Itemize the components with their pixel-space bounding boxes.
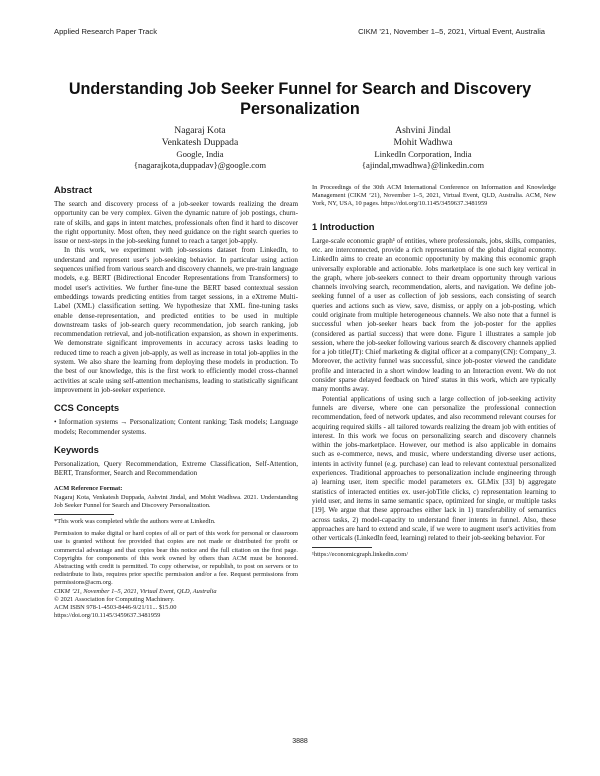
introduction-heading: 1 Introduction <box>312 220 375 232</box>
running-header-left: Applied Research Paper Track <box>54 27 157 36</box>
author-name: Nagaraj Kota <box>174 125 226 136</box>
page-number: 3888 <box>292 738 308 745</box>
author-name: Mohit Wadhwa <box>393 137 453 148</box>
abstract-paragraph: The search and discovery process of a job-seeker towards realizing the dream opportunity can be very complex. Given the dynamic nature of job postings, churn-rate of skills, and gaps in intent matches, professionals often find it hard to discover the right opportunity. Most often, they need guidance on the right search queries to issue or next-steps in the job-seeking funnel to reach a target job-apply. <box>54 200 298 246</box>
keywords-heading: Keywords <box>54 443 99 455</box>
footnote-rule <box>312 547 372 548</box>
author-email: {nagarajkota,duppadav}@google.com <box>133 160 267 170</box>
venue-line: CIKM ’21, November 1–5, 2021, Virtual Event, QLD, Australia <box>54 587 217 595</box>
permission-notice: Permission to make digital or hard copies of all or part of this work for personal or classroom use is granted without fee provided that copies are not made or distributed for profit or commercial advantage and that copies bear this notice and the full citation on the first page. Copyrights for components of this work owned by others than ACM must be honored. Abstracting with credit is permitted. To copy otherwise, or republish, to post on servers or to redistribute to lists, requires prior specific permission and/or a fee. Request permissions from permissions@acm.org. <box>54 530 298 587</box>
left-column <box>54 184 298 620</box>
copyright-line: © 2021 Association for Computing Machinery. <box>54 595 175 603</box>
author-affiliation: Google, India <box>176 149 224 159</box>
keywords-text: Personalization, Query Recommendation, Extreme Classification, Self-Attention, BERT, Transformer, Search and Recommendation <box>54 459 298 478</box>
footnote-rule <box>54 514 114 515</box>
ccs-text: • Information systems → Personalization; Content ranking; Task models; Language models; Recommender systems. <box>54 418 298 436</box>
footnote-1[interactable]: ¹https://economicgraph.linkedin.com/ <box>312 551 408 559</box>
intro-paragraph: Large-scale economic graph¹ of entities, where professionals, jobs, skills, companies, etc. are interconnected, provide a rich representation of the global digital economy. LinkedIn aims to create an economic opportunity by making this economic graph universally explorable and actionable. Jobs marketplace is one such key vertical in the graph, where job-seekers connect to their dream opportunity through various channels involving search, recommendation, alerts, and navigation. We define job-seeking funnel of a user as collection of job sessions, each consisting of search queries and actions such as view, save, dismiss, or apply on a job-posting, which could originate from multiple heterogeneous channels. We also note that a funnel is successful when job-seeker hears back from the job-poster for the applies (considered as partial success) that were done. Figure 1 illustrates a sample job session, where the job-seeker following various search & discovery channels applied for a job title(JT): Chief marketing & digital officer at a company(CN): Company_3. Moreover, the activity funnel was successful, since job-poster viewed the candidate profile and interacted in a short window leading to an Interaction event. We do not consider sparse delayed feedback on 'hired' status in this work, which are typically many months away. <box>312 236 556 394</box>
abstract-paragraph: In this work, we experiment with job-sessions dataset from LinkedIn, to understand and represent user's job-seeking behavior. In particular using action sequences unified from various search and discovery channels, we pre-train language models, e.g. BERT (Bidirectional Encoder Representations from Transformers) to model user's activities. We further fine-tune the BERT based contextual session embeddings towards predicting entities from target sessions, in a eXtreme Multi-Label (XML) classification setting. We hypothesize that XML fine-tuning tasks enable dense-representation, and predicted entities to be used in multiple downstream tasks of job-search query recommendation, job search ranking, job recommendation retrieval, and job-notification expansion, as shown in experiments. We demonstrate significant improvements in accuracy across tasks leading to reduced time to reach a given job-apply, as well as increase in total job-applies in the system. We also share the learning from deploying these models in production. To the best of our knowledge, this is the first work to efficiently model cross-channel activities at scale using self-attention mechanisms, leading to statistically significant improvement in job-seeker experience. <box>54 246 298 394</box>
author-name: Venkatesh Duppada <box>161 137 239 148</box>
reference-format-text: Nagaraj Kota, Venkatesh Duppada, Ashvini Jindal, and Mohit Wadhwa. 2021. Understanding Job Seeker Funnel for Search and Discovery Personalization. <box>54 493 298 509</box>
isbn-line: ACM ISBN 978-1-4503-8446-9/21/11... $15.00 <box>54 604 177 612</box>
right-column <box>312 184 556 560</box>
author-block-left <box>100 125 300 171</box>
paper-title: Understanding Job Seeker Funnel for Search and Discovery Personalization <box>68 80 532 118</box>
proceedings-citation: In Proceedings of the 30th ACM International Conference on Information and Knowledge Management (CIKM ’21), November 1–5, 2021, Virtual Event, QLD, Australia. ACM, New York, NY, USA, 10 pages. https://doi.org/10.1145/3459637.3481959 <box>312 184 556 208</box>
author-affiliation: LinkedIn Corporation, India <box>374 149 472 159</box>
ccs-heading: CCS Concepts <box>54 402 120 414</box>
running-header-right: CIKM ’21, November 1–5, 2021, Virtual Event, Australia <box>358 27 545 36</box>
intro-paragraph: Potential applications of using such a large collection of job-seeking activity funnels are diverse, where one can personalize the professional connection recommendation, feed of network updates, and also recommend relevant courses for acquiring required skills - all tailored towards realizing the dream job with entities of interest. In this work we focus on personalizing search and discovery channels within the jobs-marketplace. However, our method is also applicable in domains such as e-commerce, news, and music, where understanding diverse user actions, intents in activity funnel (e.g. purchase) can lead to relevant contextual personalized experiences. Traditional approaches to personalization include engineering through a) learning user, item specific model parameters ex. GLMix [33] b) aggregate statistics of interacted entities ex. user-jobTitle clicks, c) representation learning to yield user, and items in same semantic space, optimized for single, or multiple tasks [19]. We argue that these approaches either lack in 1) transferability of semantics across tasks, 2) model-capacity to understand finer intents in funnel. Also, these approaches are hard to extend and scale, if we were to augment user's activities from other verticals (LinkedIn feed, learning) related to their job-seeking behavior. For <box>312 394 556 543</box>
abstract-heading: Abstract <box>54 184 93 195</box>
author-name: Ashvini Jindal <box>395 125 451 136</box>
author-block-right <box>323 125 523 171</box>
author-email: {ajindal,mwadhwa}@linkedin.com <box>361 160 485 170</box>
footnote-star: *This work was completed while the authors were at LinkedIn. <box>54 518 216 526</box>
doi-link[interactable]: https://doi.org/10.1145/3459637.3481959 <box>54 612 161 620</box>
reference-format-heading: ACM Reference Format: <box>54 485 123 493</box>
